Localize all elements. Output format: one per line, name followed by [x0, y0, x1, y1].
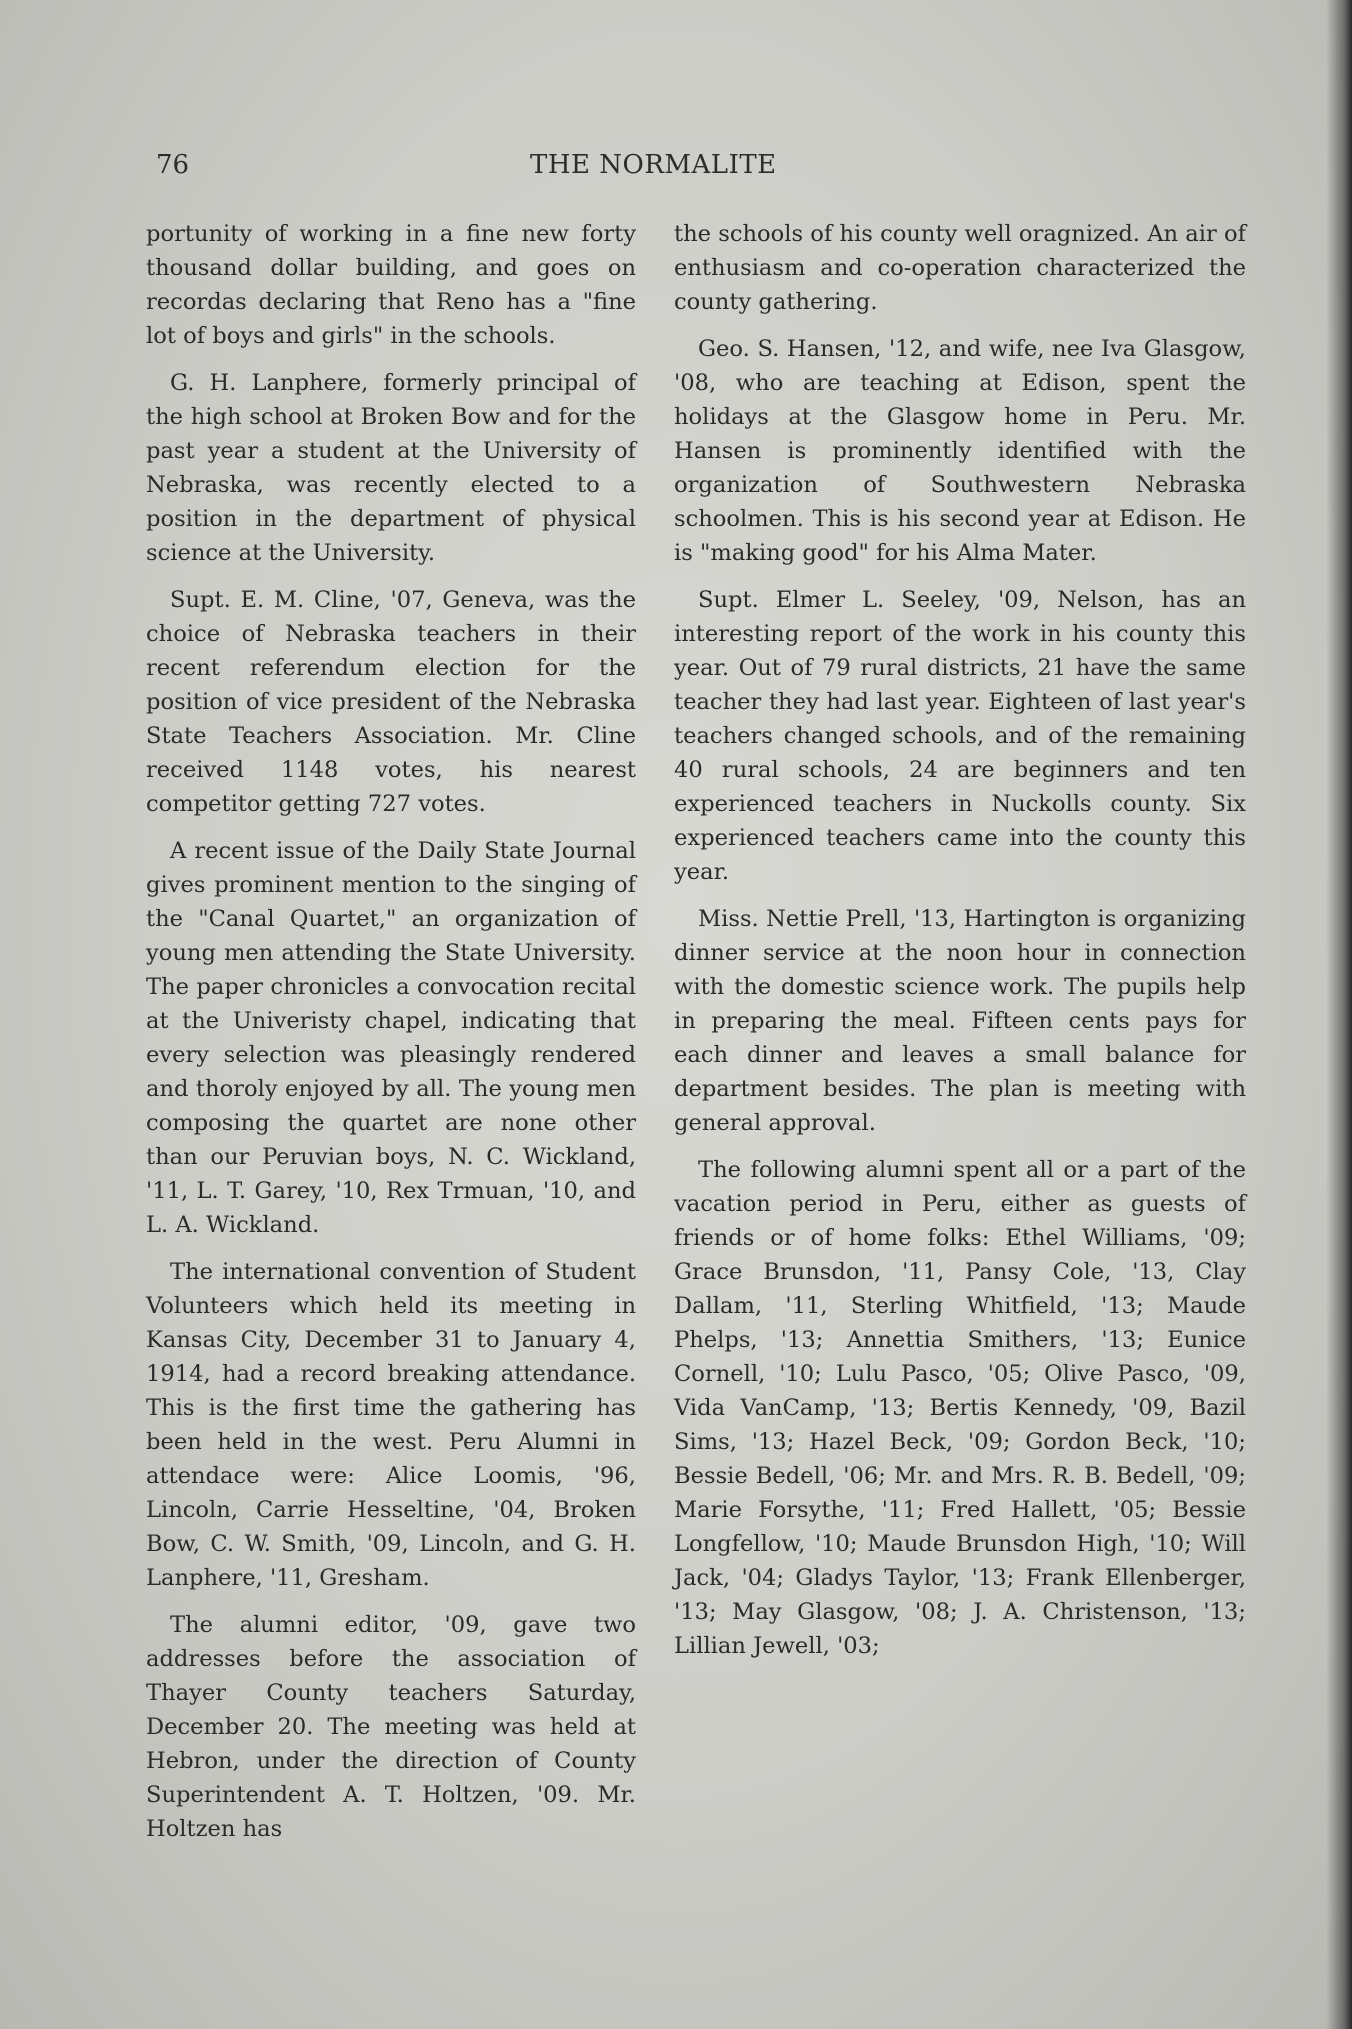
- article-paragraph: A recent issue of the Daily State Journal gives prominent mention to the singing of the "Canal Quartet," an organization of young men attending the State University. The paper chronicles a convocation recital at the Univeristy chapel, indicating that every selection was pleasingly rendered and thoroly enjoyed by all. The young men composing the quartet are none other than our Peruvian boys, N. C. Wickland, '11, L. T. Garey, '10, Rex Trmuan, '10, and L. A. Wickland.: [146, 838, 636, 1238]
- page-number: 76: [156, 150, 190, 180]
- article-paragraph: The international convention of Student Volunteers which held its meeting in Kansas City, December 31 to January 4, 1914, had a record breaking attendance. This is the first time the gathering has been held in the west. Peru Alumni in attendace were: Alice Loomis, '96, Lincoln, Carrie Hesseltine, '04, Broken Bow, C. W. Smith, '09, Lincoln, and G. H. Lanphere, '11, Gresham.: [146, 1259, 636, 1591]
- article-paragraph: The alumni editor, '09, gave two addresses before the association of Thayer County teachers Saturday, December 20. The meeting was held at Hebron, under the direction of County Superintendent A. T. Holtzen, '09. Mr. Holtzen has: [146, 1612, 636, 1842]
- page-edge-shadow: [1326, 0, 1352, 2029]
- article-paragraph: G. H. Lanphere, formerly principal of the high school at Broken Bow and for the past year a student at the University of Nebraska, was recently elected to a position in the department of physical science at the University.: [146, 370, 636, 566]
- article-paragraph: the schools of his county well oragnized. An air of enthusiasm and co-operation characterized the county gathering.: [674, 221, 1246, 315]
- article-paragraph: Supt. Elmer L. Seeley, '09, Nelson, has an interesting report of the work in his county this year. Out of 79 rural districts, 21 have the same teacher they had last year. Eighteen of last year's teachers changed schools, and of the remaining 40 rural schools, 24 are beginners and ten experienced teachers in Nuckolls county. Six experienced teachers came into the county this year.: [674, 587, 1246, 885]
- left-column: [146, 217, 636, 1859]
- article-paragraph: Geo. S. Hansen, '12, and wife, nee Iva Glasgow, '08, who are teaching at Edison, spent the holidays at the Glasgow home in Peru. Mr. Hansen is prominently identified with the organization of Southwestern Nebraska schoolmen. This is his second year at Edison. He is "making good" for his Alma Mater.: [674, 336, 1246, 566]
- article-paragraph: portunity of working in a fine new forty thousand dollar building, and goes on recordas declaring that Reno has a "fine lot of boys and girls" in the schools.: [146, 221, 636, 349]
- right-column: [674, 217, 1246, 1676]
- article-paragraph: Supt. E. M. Cline, '07, Geneva, was the choice of Nebraska teachers in their recent referendum election for the position of vice president of the Nebraska State Teachers Association. Mr. Cline received 1148 votes, his nearest competitor getting 727 votes.: [146, 587, 636, 817]
- article-paragraph: The following alumni spent all or a part of the vacation period in Peru, either as guests of friends or of home folks: Ethel Williams, '09; Grace Brunsdon, '11, Pansy Cole, '13, Clay Dallam, '11, Sterling Whitfield, '13; Maude Phelps, '13; Annettia Smithers, '13; Eunice Cornell, '10; Lulu Pasco, '05; Olive Pasco, '09, Vida VanCamp, '13; Bertis Kennedy, '09, Bazil Sims, '13; Hazel Beck, '09; Gordon Beck, '10; Bessie Bedell, '06; Mr. and Mrs. R. B. Bedell, '09; Marie Forsythe, '11; Fred Hallett, '05; Bessie Longfellow, '10; Maude Brunsdon High, '10; Will Jack, '04; Gladys Taylor, '13; Frank Ellenberger, '13; May Glasgow, '08; J. A. Christenson, '13; Lillian Jewell, '03;: [674, 1157, 1246, 1659]
- article-paragraph: Miss. Nettie Prell, '13, Hartington is organizing dinner service at the noon hour in connection with the domestic science work. The pupils help in preparing the meal. Fifteen cents pays for each dinner and leaves a small balance for department besides. The plan is meeting with general approval.: [674, 906, 1246, 1136]
- running-title: THE NORMALITE: [530, 150, 777, 180]
- page-header: [0, 150, 1352, 190]
